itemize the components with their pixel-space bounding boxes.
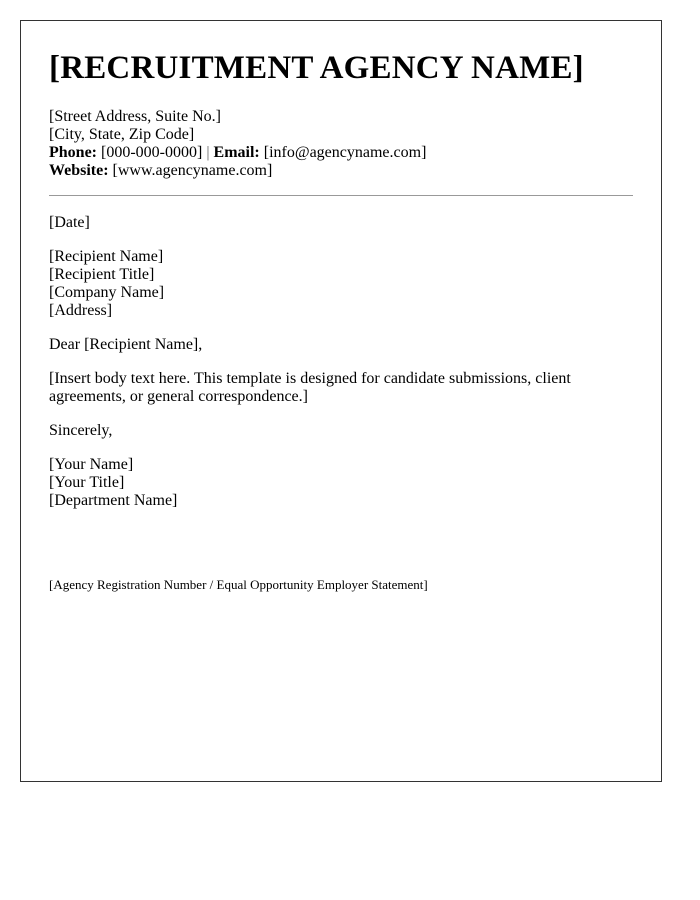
address-line-1: [Street Address, Suite No.] <box>49 108 221 125</box>
salutation: Dear [Recipient Name], <box>49 336 203 353</box>
closing: Sincerely, <box>49 422 113 439</box>
website-label: Website: <box>49 162 109 179</box>
signer-department: [Department Name] <box>49 492 178 509</box>
recipient-block <box>49 248 164 320</box>
body-paragraph: [Insert body text here. This template is designed for candidate submissions, client agreements, or general correspondence.] <box>49 370 571 405</box>
phone-label: Phone: <box>49 144 97 161</box>
letter-date: [Date] <box>49 214 90 231</box>
website-line <box>49 162 426 180</box>
footer-statement: [Agency Registration Number / Equal Opportunity Employer Statement] <box>49 577 428 592</box>
phone-value: [000-000-0000] <box>101 144 203 161</box>
email-value: [info@agencyname.com] <box>263 144 427 161</box>
signer-name: [Your Name] <box>49 456 134 473</box>
address-line-2: [City, State, Zip Code] <box>49 126 195 143</box>
header-divider <box>49 195 633 196</box>
contact-block <box>49 108 426 180</box>
signer-title: [Your Title] <box>49 474 125 491</box>
phone-email-line <box>49 144 426 162</box>
agency-name-heading: [RECRUITMENT AGENCY NAME] <box>49 50 584 86</box>
email-label: Email: <box>213 144 260 161</box>
recipient-company: [Company Name] <box>49 284 165 301</box>
signature-block <box>49 456 177 510</box>
website-value: [www.agencyname.com] <box>112 162 273 179</box>
recipient-address: [Address] <box>49 302 113 319</box>
letterhead-page <box>20 20 662 782</box>
recipient-name: [Recipient Name] <box>49 248 164 265</box>
recipient-title: [Recipient Title] <box>49 266 155 283</box>
contact-separator: | <box>206 144 210 161</box>
